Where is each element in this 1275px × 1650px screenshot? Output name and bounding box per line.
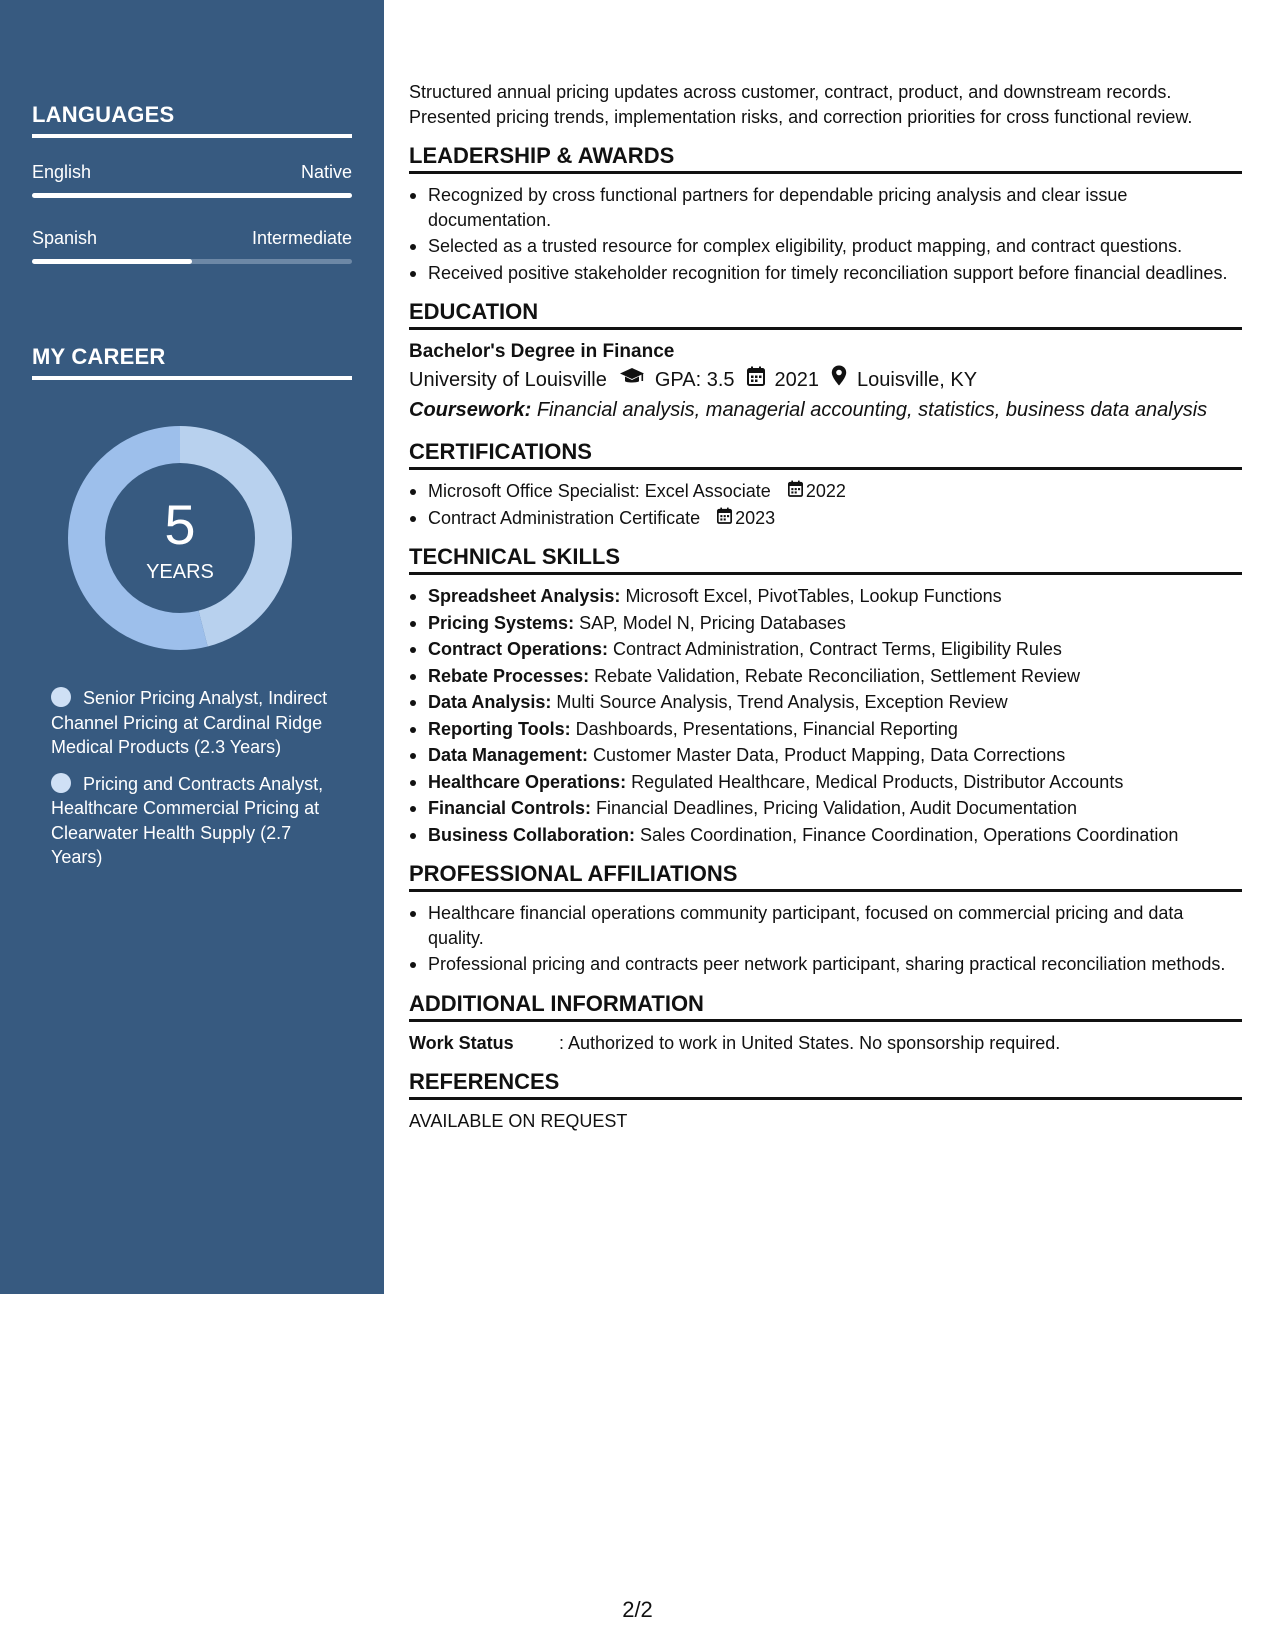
skill-item: [409, 823, 1242, 848]
affiliation-item: Healthcare financial operations community participant, focused on commercial pricing and data quality.: [409, 901, 1242, 950]
affiliations-heading: PROFESSIONAL AFFILIATIONS: [409, 861, 1242, 892]
skill-value: Financial Deadlines, Pricing Validation, Audit Documentation: [596, 798, 1077, 818]
affiliation-item: Professional pricing and contracts peer network participant, sharing practical reconciliation methods.: [409, 952, 1242, 977]
location-pin-icon: [831, 365, 847, 395]
leadership-list: [409, 183, 1242, 285]
intro-line: Presented pricing trends, implementation risks, and correction priorities for cross functional review.: [409, 106, 1193, 127]
career-item: [51, 772, 341, 870]
references-heading: REFERENCES: [409, 1069, 1242, 1100]
career-item-label: Pricing and Contracts Analyst, Healthcare Commercial Pricing at Clearwater Health Supply (2.7 Years): [51, 773, 324, 867]
education-heading: EDUCATION: [409, 299, 1242, 330]
language-item: [32, 162, 352, 198]
skill-item: [409, 584, 1242, 609]
career-dot-icon: [51, 773, 71, 793]
leadership-item: Selected as a trusted resource for complex eligibility, product mapping, and contract questions.: [409, 234, 1242, 259]
skill-value: Contract Administration, Contract Terms, Eligibility Rules: [613, 639, 1062, 659]
leadership-item: Received positive stakeholder recognition for timely reconciliation support before financial deadlines.: [409, 261, 1242, 286]
skill-value: SAP, Model N, Pricing Databases: [579, 612, 846, 633]
language-proficiency-fill: [32, 259, 192, 264]
education-location: Louisville, KY: [857, 369, 978, 391]
intro-line: Structured annual pricing updates across customer, contract, product, and downstream records.: [409, 82, 1172, 102]
language-item: [32, 228, 352, 264]
work-status-value: : Authorized to work in United States. No sponsorship required.: [559, 1032, 1061, 1053]
skill-label: Business Collaboration:: [428, 824, 636, 845]
references-text: AVAILABLE ON REQUEST: [409, 1110, 628, 1131]
certifications-list: [409, 479, 1242, 530]
skill-value: Customer Master Data, Product Mapping, Data Corrections: [593, 745, 1066, 765]
career-donut-chart: [67, 425, 293, 651]
skill-label: Healthcare Operations:: [428, 771, 627, 792]
language-name: English: [32, 162, 92, 182]
skill-label: Pricing Systems:: [428, 612, 575, 633]
skill-label: Data Analysis:: [428, 692, 552, 712]
affiliations-list: [409, 901, 1242, 977]
skill-label: Contract Operations:: [428, 639, 609, 659]
career-heading: MY CAREER: [32, 344, 352, 380]
language-proficiency-fill: [32, 193, 352, 198]
language-name: Spanish: [32, 228, 98, 248]
skill-label: Rebate Processes:: [428, 665, 590, 686]
education-degree: Bachelor's Degree in Finance: [409, 341, 675, 362]
skill-item: [409, 637, 1242, 662]
certification-item: [409, 506, 1242, 531]
education-coursework: [409, 395, 1242, 425]
language-level: Native: [300, 162, 352, 182]
education-gpa: GPA: 3.5: [654, 369, 735, 391]
skill-item: [409, 743, 1242, 768]
additional-info-heading: ADDITIONAL INFORMATION: [409, 991, 1242, 1022]
skill-value: Dashboards, Presentations, Financial Reporting: [575, 718, 958, 739]
skill-item: [409, 611, 1242, 636]
skill-label: Spreadsheet Analysis:: [428, 586, 621, 606]
certification-year: 2022: [805, 481, 846, 501]
certification-name: Contract Administration Certificate: [428, 507, 701, 528]
languages-section: [32, 102, 352, 264]
calendar-icon: [717, 506, 735, 531]
certifications-heading: CERTIFICATIONS: [409, 439, 1242, 470]
career-section: [32, 344, 352, 380]
career-dot-icon: [51, 687, 71, 707]
coursework-text: Financial analysis, managerial accounting, statistics, business data analysis: [536, 399, 1208, 421]
skill-label: Data Management:: [428, 745, 589, 765]
certification-year: 2023: [735, 507, 776, 528]
skills-heading: TECHNICAL SKILLS: [409, 544, 1242, 575]
skill-label: Financial Controls:: [428, 798, 592, 818]
main-content: [409, 80, 1242, 1133]
career-list: [51, 686, 341, 882]
leadership-heading: LEADERSHIP & AWARDS: [409, 143, 1242, 174]
skill-value: Sales Coordination, Finance Coordination, Operations Coordination: [640, 824, 1179, 845]
skill-label: Reporting Tools:: [428, 718, 571, 739]
skill-value: Multi Source Analysis, Trend Analysis, Exception Review: [556, 692, 1008, 712]
education-school: University of Louisville: [409, 369, 607, 391]
certification-name: Microsoft Office Specialist: Excel Associate: [428, 481, 771, 501]
education-entry: [409, 339, 1242, 425]
career-years-unit: YEARS: [146, 561, 214, 583]
leadership-item: Recognized by cross functional partners for dependable pricing analysis and clear issue documentation.: [409, 183, 1242, 232]
skill-item: [409, 717, 1242, 742]
skill-value: Microsoft Excel, PivotTables, Lookup Functions: [625, 586, 1002, 606]
coursework-label: Coursework:: [409, 399, 532, 421]
skill-item: [409, 690, 1242, 715]
sidebar: [0, 0, 384, 1294]
skill-item: [409, 770, 1242, 795]
education-year: 2021: [774, 369, 820, 391]
career-item: [51, 686, 341, 760]
language-proficiency-bar: [32, 193, 352, 198]
skill-value: Regulated Healthcare, Medical Products, Distributor Accounts: [631, 771, 1124, 792]
career-item-label: Senior Pricing Analyst, Indirect Channel Pricing at Cardinal Ridge Medical Products (2.3 Years): [51, 688, 328, 757]
skill-item: [409, 664, 1242, 689]
skill-item: [409, 796, 1242, 821]
graduation-cap-icon: [619, 365, 645, 395]
intro-text: [409, 80, 1242, 129]
language-level: Intermediate: [251, 228, 352, 248]
skills-list: [409, 584, 1242, 847]
page-number: 2/2: [622, 1597, 653, 1622]
work-status-label: Work Status: [409, 1032, 514, 1053]
language-proficiency-bar: [32, 259, 352, 264]
skill-value: Rebate Validation, Rebate Reconciliation, Settlement Review: [594, 665, 1081, 686]
certification-item: [409, 479, 1242, 504]
calendar-icon: [788, 479, 806, 504]
career-years-value: 5: [164, 493, 196, 556]
calendar-icon: [747, 365, 765, 395]
languages-heading: LANGUAGES: [32, 102, 352, 138]
work-status-row: [409, 1031, 1242, 1055]
